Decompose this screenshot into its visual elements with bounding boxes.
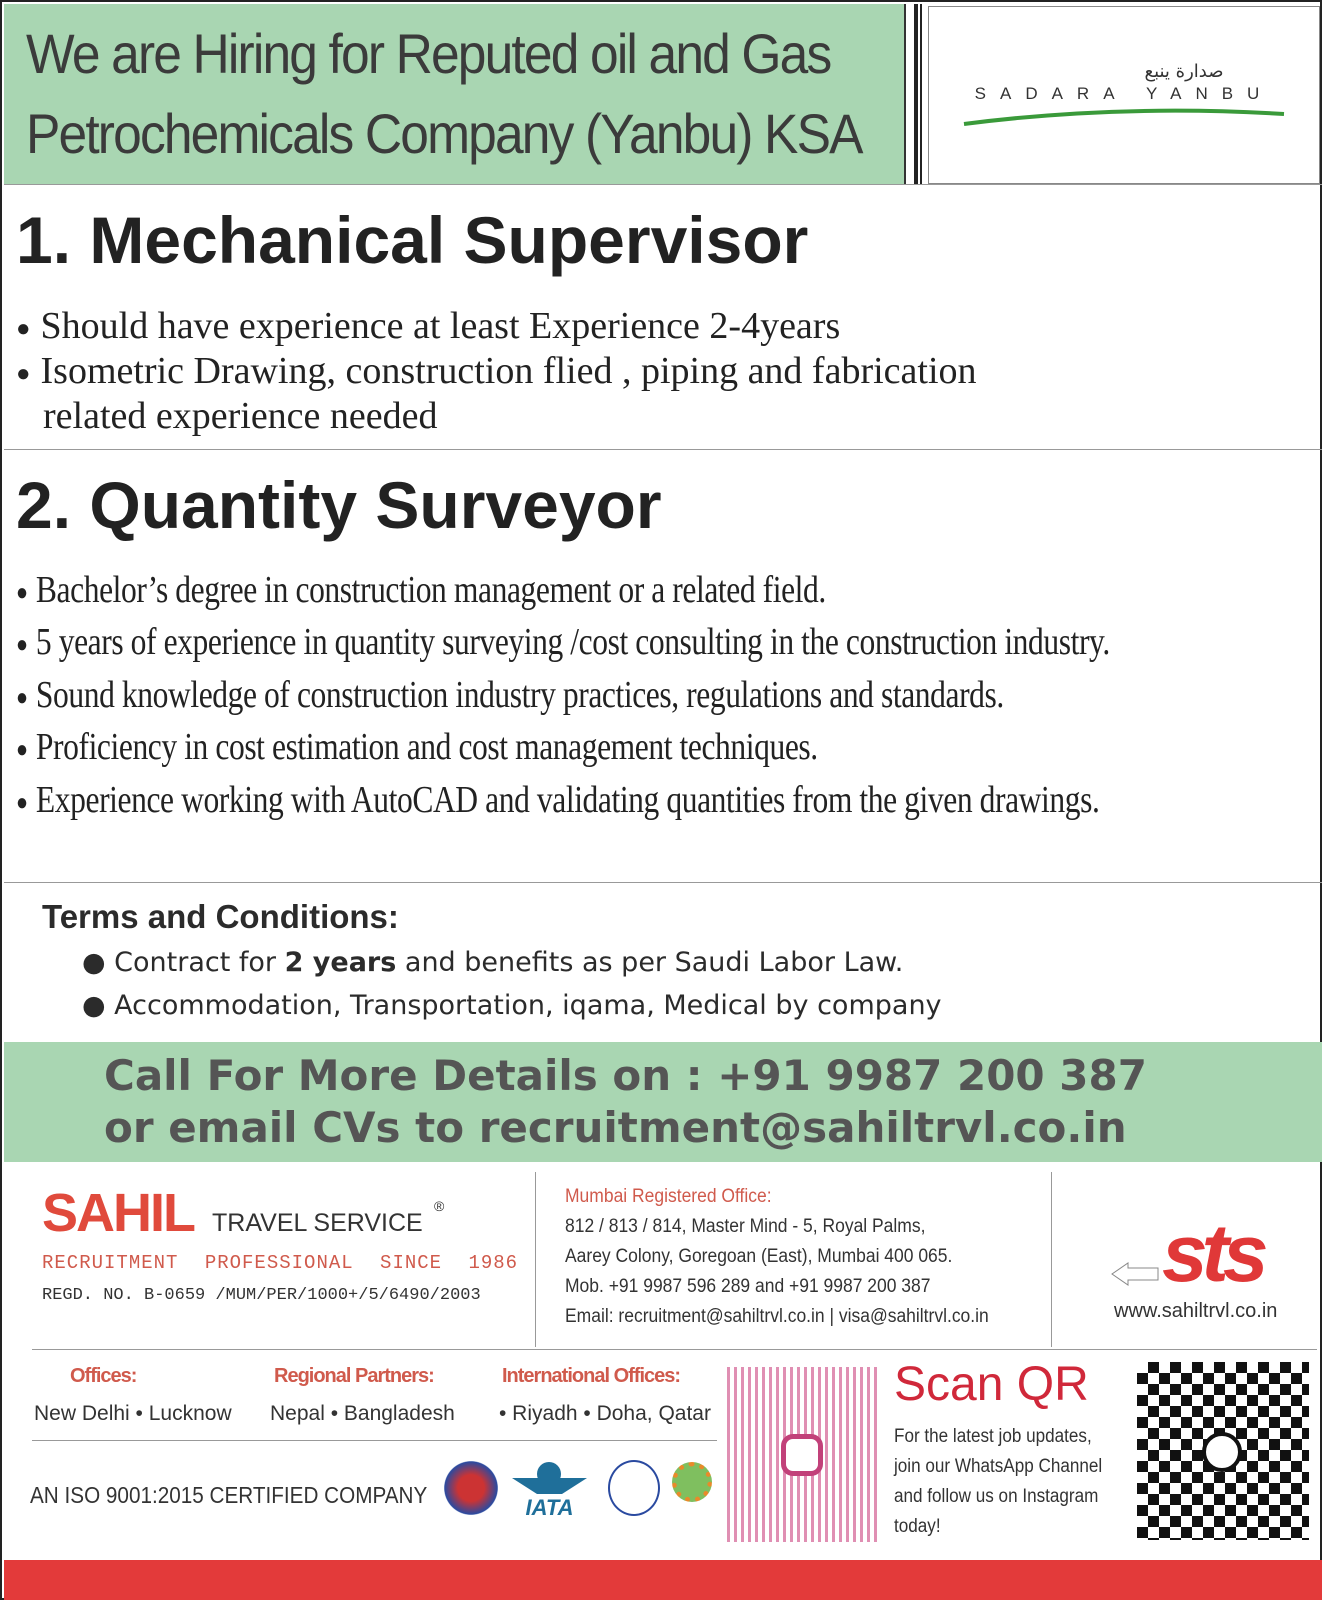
- call-text: Call For More Details on : +91 9987 200 387: [104, 1051, 1147, 1100]
- partners-heading: Regional Partners:: [274, 1365, 434, 1387]
- list-item: ● Sound knowledge of construction industry practices, regulations and standards.: [16, 674, 1004, 716]
- partners-list: Nepal • Bangladesh: [270, 1402, 455, 1425]
- email-text: or email CVs to recruitment@sahiltrvl.co.in: [104, 1103, 1127, 1152]
- header-title-line2: Petrochemicals Company (Yanbu) KSA: [26, 102, 862, 165]
- list-item: ● Experience working with AutoCAD and validating quantities from the given drawings.: [16, 779, 1100, 821]
- logo-text: SADARA YANBU: [974, 83, 1274, 103]
- offices-heading: Offices:: [70, 1365, 137, 1387]
- iata-globe-icon: [512, 1460, 587, 1496]
- terms-item: ● Contract for 2 years and benefits as per Saudi Labor Law.: [82, 947, 904, 978]
- list-item: related experience needed: [43, 395, 438, 437]
- whatsapp-icon: [1202, 1432, 1242, 1472]
- job-title-1: 1. Mechanical Supervisor: [16, 203, 809, 277]
- website-link[interactable]: www.sahiltrvl.co.in: [1114, 1300, 1278, 1322]
- logo-arabic: صدارة ينبع: [1144, 60, 1224, 82]
- divider: [32, 1440, 717, 1441]
- instagram-icon: [781, 1434, 823, 1476]
- intl-heading: International Offices:: [502, 1365, 681, 1387]
- sts-logo: sts: [1162, 1208, 1263, 1299]
- job-title-2: 2. Quantity Surveyor: [16, 468, 662, 542]
- divider: [32, 1349, 1317, 1350]
- scan-qr-title: Scan QR: [894, 1358, 1089, 1411]
- brand-sub: TRAVEL SERVICE: [212, 1209, 423, 1237]
- arrow-left-icon: [1110, 1262, 1160, 1286]
- registered-mark: ®: [434, 1198, 445, 1214]
- forai-badge-icon: [672, 1462, 712, 1502]
- divider: [535, 1172, 536, 1347]
- regd-no: REGD. NO. B-0659 /MUM/PER/1000+/5/6490/2003: [42, 1286, 481, 1305]
- tagline: RECRUITMENT PROFESSIONAL SINCE 1986: [42, 1252, 519, 1274]
- terms-heading: Terms and Conditions:: [42, 898, 399, 935]
- divider: [4, 449, 1322, 450]
- list-item: ● Bachelor’s degree in construction management or a related field.: [16, 569, 826, 611]
- intl-list: • Riyadh • Doha, Qatar: [499, 1402, 711, 1425]
- iso-text: AN ISO 9001:2015 CERTIFIED COMPANY: [30, 1482, 428, 1508]
- divider: [4, 184, 1322, 185]
- logo-swoosh-icon: [959, 104, 1289, 130]
- seal-badge-icon: [440, 1457, 502, 1519]
- iata-logo: IATA: [512, 1460, 587, 1520]
- list-item: ● 5 years of experience in quantity surveying /cost consulting in the construction industry.: [16, 621, 1110, 663]
- offices-list: New Delhi • Lucknow: [34, 1402, 232, 1425]
- divider: [914, 4, 918, 184]
- header-banner: [4, 4, 906, 184]
- divider: [1051, 1172, 1052, 1347]
- list-item: ● Isometric Drawing, construction flied , piping and fabrication: [16, 350, 977, 392]
- header-title-line1: We are Hiring for Reputed oil and Gas: [26, 22, 831, 85]
- sadara-yanbu-logo: [928, 6, 1320, 184]
- divider: [920, 4, 922, 184]
- epc-badge-icon: [608, 1460, 660, 1516]
- scan-qr-text: For the latest job updates, join our WhatsApp Channel and follow us on Instagram today!: [894, 1426, 1103, 1537]
- sahil-logo: SAHIL: [42, 1183, 194, 1243]
- footer-red-bar: [4, 1560, 1322, 1600]
- list-item: ● Should have experience at least Experience 2-4years: [16, 305, 841, 347]
- contact-banner: [4, 1042, 1322, 1162]
- list-item: ● Proficiency in cost estimation and cost management techniques.: [16, 726, 818, 768]
- terms-item: ● Accommodation, Transportation, iqama, Medical by company: [82, 990, 942, 1021]
- divider: [4, 882, 1322, 883]
- office-address: Mumbai Registered Office: 812 / 813 / 814, Master Mind - 5, Royal Palms, Aarey Colony, Goregoan (East), Mumbai 400 065. Mob. +91 9987 596 289 and +91 9987 200 387 Email: recruitment@sahiltrvl.co.in | visa@sahiltrvl.co.in: [565, 1186, 989, 1327]
